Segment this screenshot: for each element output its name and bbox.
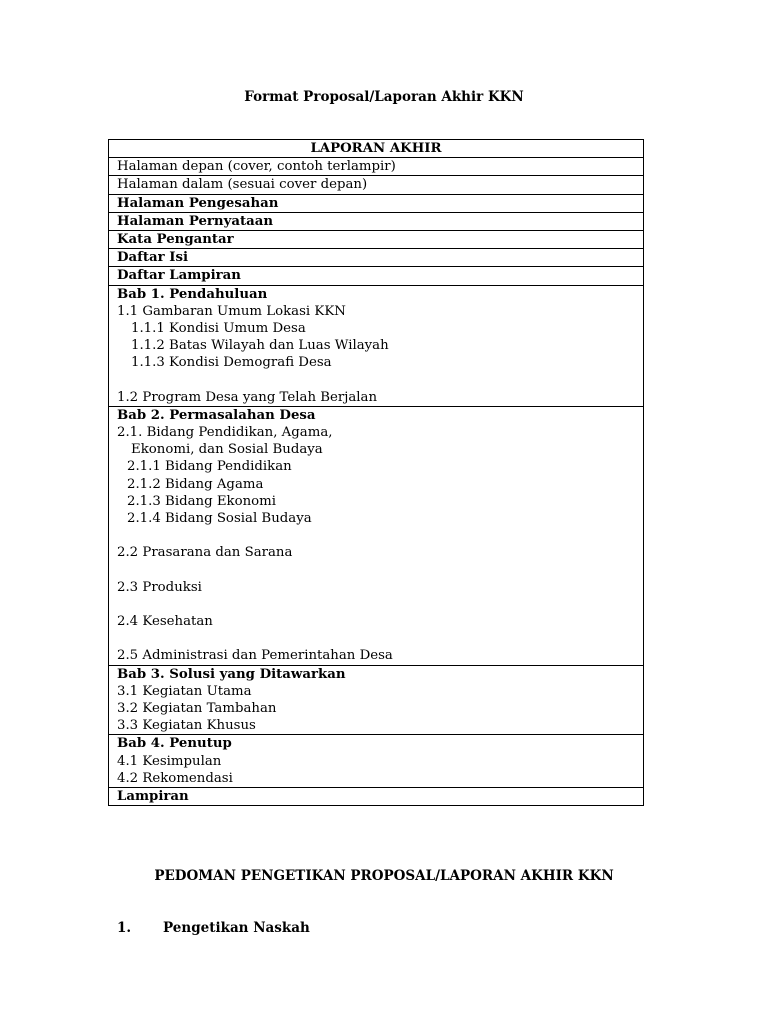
report-outline-table: [108, 139, 644, 806]
bab3-item: 3.3 Kegiatan Khusus: [117, 718, 256, 734]
row-kata-pengantar: Kata Pengantar: [117, 231, 234, 247]
bab2-item: 2.1.2 Bidang Agama: [127, 476, 264, 492]
document-title: Format Proposal/Laporan Akhir KKN: [244, 89, 524, 105]
table-row-bab4: [109, 735, 644, 788]
row-halaman-dalam: Halaman dalam (sesuai cover depan): [117, 177, 368, 193]
row-halaman-depan: Halaman depan (cover, contoh terlampir): [117, 159, 396, 175]
blank-line: [117, 630, 635, 647]
bab2-item: 2.4 Kesehatan: [117, 614, 213, 630]
table-row: [109, 787, 644, 805]
bab2-title: Bab 2. Permasalahan Desa: [117, 407, 316, 423]
table-cell: [109, 249, 644, 267]
table-cell: [109, 230, 644, 248]
table-cell: [109, 735, 644, 788]
bab1-title: Bab 1. Pendahuluan: [117, 286, 268, 302]
bab2-item: Ekonomi, dan Sosial Budaya: [131, 442, 323, 458]
bab1-item: 1.1.3 Kondisi Demografi Desa: [131, 355, 332, 371]
table-row: [109, 194, 644, 212]
table-cell: [109, 665, 644, 735]
bab2-item: 2.1.3 Bidang Ekonomi: [127, 493, 277, 509]
table-cell: [109, 194, 644, 212]
table-cell: [109, 158, 644, 176]
table-row: [109, 267, 644, 285]
table-row-bab2: [109, 406, 644, 665]
table-row: [109, 230, 644, 248]
table-cell: [109, 285, 644, 406]
table-row: [109, 158, 644, 176]
table-header-row: [109, 140, 644, 158]
blank-line: [117, 562, 635, 579]
bab4-title: Bab 4. Penutup: [117, 736, 232, 752]
guide-title: PEDOMAN PENGETIKAN PROPOSAL/LAPORAN AKHIR KKN: [154, 868, 614, 884]
bab1-item: 1.1.2 Batas Wilayah dan Luas Wilayah: [131, 338, 389, 354]
row-halaman-pernyataan: Halaman Pernyataan: [117, 213, 273, 229]
bab2-item: 2.2 Prasarana dan Sarana: [117, 545, 293, 561]
table-header-cell: [109, 140, 644, 158]
bab2-item: 2.1. Bidang Pendidikan, Agama,: [117, 425, 333, 440]
table-cell: [109, 406, 644, 665]
bab3-item: 3.2 Kegiatan Tambahan: [117, 701, 277, 716]
row-lampiran: Lampiran: [117, 788, 189, 804]
bab1-item: 1.2 Program Desa yang Telah Berjalan: [117, 389, 378, 405]
bab3-item: 3.1 Kegiatan Utama: [117, 683, 252, 699]
table-row-bab1: [109, 285, 644, 406]
bab1-item: 1.1 Gambaran Umum Lokasi KKN: [117, 303, 346, 319]
bab1-item: 1.1.1 Kondisi Umum Desa: [131, 320, 306, 336]
blank-line: [117, 371, 635, 388]
table-row: [109, 176, 644, 194]
bab4-item: 4.2 Rekomendasi: [117, 770, 233, 786]
table-cell: [109, 212, 644, 230]
table-header: LAPORAN AKHIR: [310, 141, 442, 156]
bab3-title: Bab 3. Solusi yang Ditawarkan: [117, 666, 346, 682]
section-heading: [117, 919, 310, 937]
table-cell: [109, 267, 644, 285]
row-daftar-lampiran: Daftar Lampiran: [117, 268, 241, 284]
bab2-item: 2.3 Produksi: [117, 579, 202, 595]
bab4-item: 4.1 Kesimpulan: [117, 753, 222, 769]
bab2-item: 2.5 Administrasi dan Pemerintahan Desa: [117, 648, 393, 664]
blank-line: [117, 596, 635, 613]
table-row: [109, 212, 644, 230]
bab2-item: 2.1.1 Bidang Pendidikan: [127, 459, 292, 475]
section-number: 1.: [117, 920, 132, 936]
table-cell: [109, 787, 644, 805]
table-row-bab3: [109, 665, 644, 735]
section-title: Pengetikan Naskah: [163, 920, 310, 936]
row-daftar-isi: Daftar Isi: [117, 250, 189, 266]
table-row: [109, 249, 644, 267]
bab2-item: 2.1.4 Bidang Sosial Budaya: [127, 510, 312, 526]
table-cell: [109, 176, 644, 194]
blank-line: [117, 527, 635, 544]
row-halaman-pengesahan: Halaman Pengesahan: [117, 195, 279, 211]
